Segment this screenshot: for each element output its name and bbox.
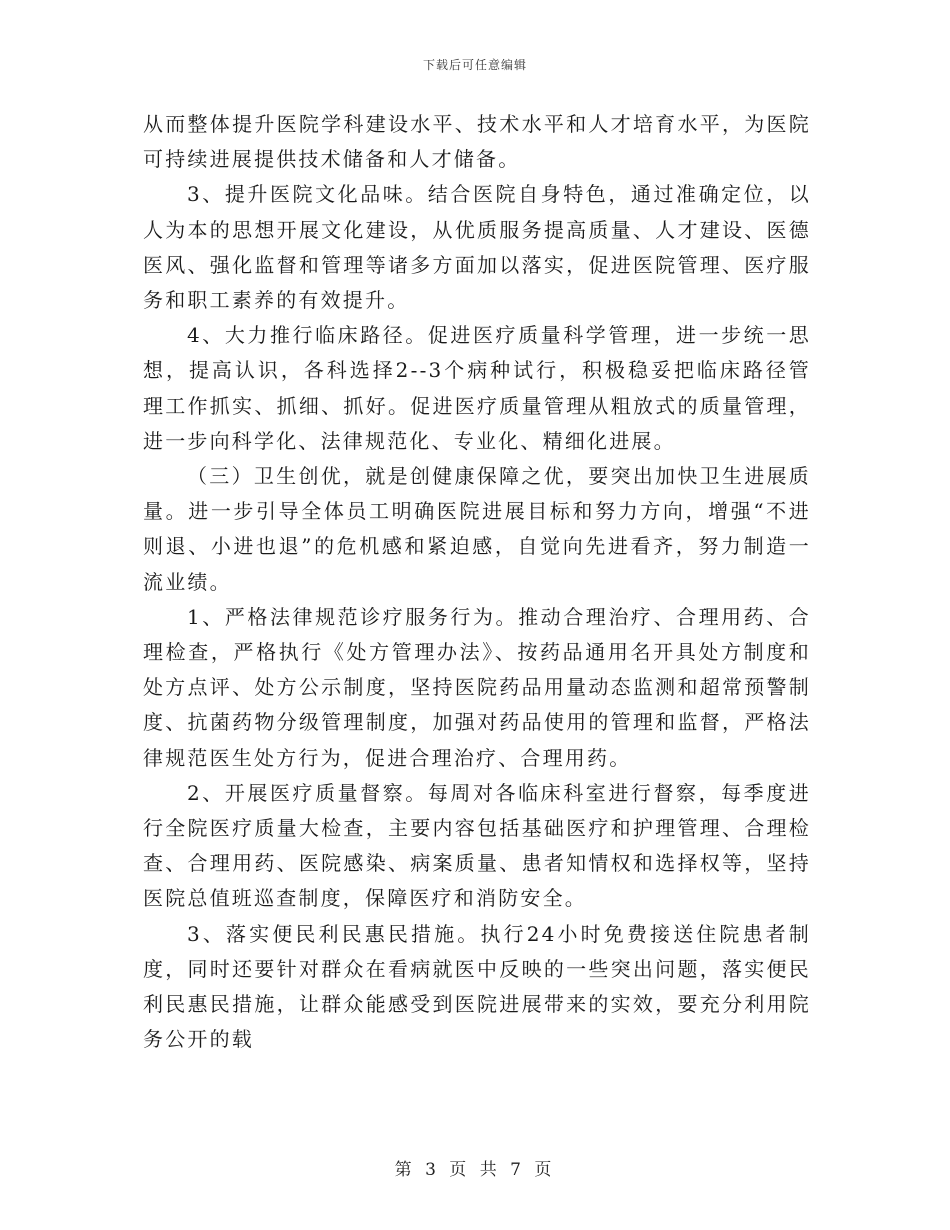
document-body: [143, 107, 811, 1057]
paragraph-2: 3、提升医院文化品味。结合医院自身特色，通过准确定位，以人为本的思想开展文化建设，从优质服务提高质量、人才建设、医德医风、强化监督和管理等诸多方面加以落实，促进医院管理、医疗服务和职工素养的有效提升。: [143, 182, 811, 313]
paragraph-3: 4、大力推行临床路径。促进医疗质量科学管理，进一步统一思想，提高认识，各科选择2--3个病种试行，积极稳妥把临床路径管理工作抓实、抓细、抓好。促进医疗质量管理从粗放式的质量管理，进一步向科学化、法律规范化、专业化、精细化进展。: [143, 323, 811, 453]
page-footer: 第 3 页 共 7 页: [394, 1160, 556, 1180]
paragraph-5: 1、严格法律规范诊疗服务行为。推动合理治疗、合理用药、合理检查，严格执行《处方管理办法》、按药品通用名开具处方制度和处方点评、处方公示制度，坚持医院药品用量动态监测和超常预警制度、抗菌药物分级管理制度，加强对药品使用的管理和监督，严格法律规范医生处方行为，促进合理治疗、合理用药。: [143, 604, 811, 770]
page-header: 下载后可任意编辑: [422, 58, 527, 72]
paragraph-1: 从而整体提升医院学科建设水平、技术水平和人才培育水平，为医院可持续进展提供技术储备和人才储备。: [143, 112, 811, 172]
paragraph-7: 3、落实便民利民惠民措施。执行24小时免费接送住院患者制度，同时还要针对群众在看病就医中反映的一些突出问题，落实便民利民惠民措施，让群众能感受到医院进展带来的实效，要充分利用院务公开的载: [143, 921, 811, 1052]
paragraph-4: （三）卫生创优，就是创健康保障之优，要突出加快卫生进展质量。进一步引导全体员工明确医院进展目标和努力方向，增强“不进则退、小进也退”的危机感和紧迫感，自觉向先进看齐，努力制造一流业绩。: [143, 464, 811, 594]
paragraph-6: 2、开展医疗质量督察。每周对各临床科室进行督察，每季度进行全院医疗质量大检查，主要内容包括基础医疗和护理管理、合理检查、合理用药、医院感染、病案质量、患者知情权和选择权等，坚持医院总值班巡查制度，保障医疗和消防安全。: [143, 780, 811, 911]
